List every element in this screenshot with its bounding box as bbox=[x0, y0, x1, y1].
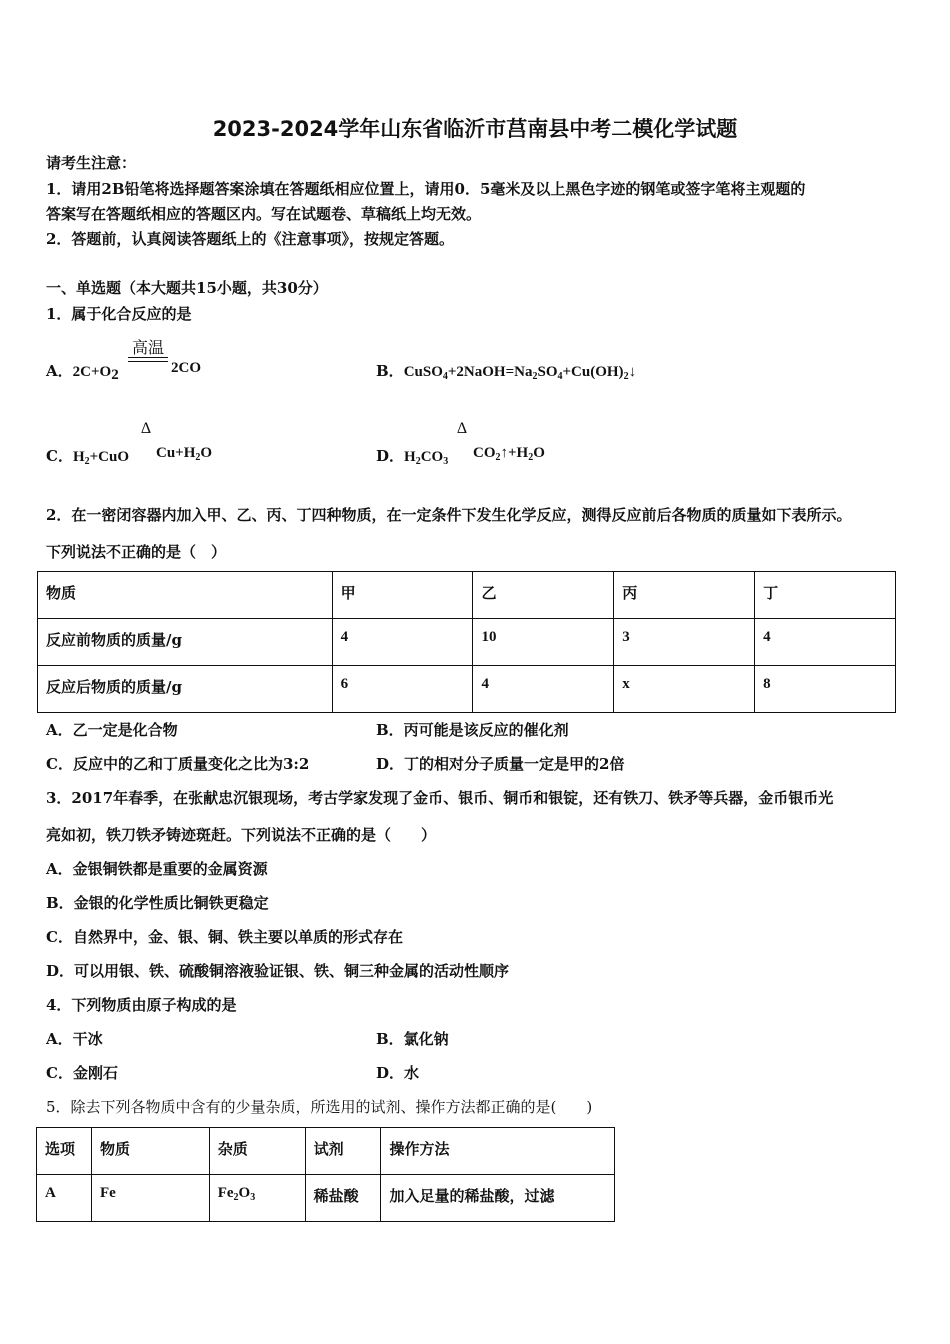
q2-stem-line2: 下列说法不正确的是（ ） bbox=[46, 543, 227, 561]
q2-r2-yi: 4 bbox=[473, 666, 614, 713]
notice-heading: 请考生注意： bbox=[46, 154, 137, 172]
q2-r2-bing: x bbox=[614, 666, 755, 713]
q5-h-impurity: 杂质 bbox=[209, 1128, 305, 1175]
q5-h-reagent: 试剂 bbox=[305, 1128, 381, 1175]
q3-stem-line2: 亮如初，铁刀铁矛铸迹斑赶。下列说法不正确的是（ ） bbox=[46, 826, 437, 844]
q1-option-b[interactable] bbox=[376, 360, 636, 382]
q2-table bbox=[37, 571, 896, 713]
q1-a-left-sub: 2 bbox=[111, 367, 119, 383]
q2-h-substance: 物质 bbox=[38, 572, 333, 619]
q2-h-ding: 丁 bbox=[755, 572, 896, 619]
q2-h-jia: 甲 bbox=[332, 572, 473, 619]
q1-a-left: 2C+O bbox=[72, 364, 112, 380]
q1-a-right: 2CO bbox=[171, 360, 201, 376]
q2-r1-bing: 3 bbox=[614, 619, 755, 666]
table-row bbox=[38, 666, 896, 713]
q2-option-c[interactable]: C．反应中的乙和丁质量变化之比为3:2 bbox=[46, 755, 310, 773]
table-row bbox=[38, 619, 896, 666]
q1-option-d[interactable] bbox=[376, 445, 448, 467]
q2-r1-jia: 4 bbox=[332, 619, 473, 666]
q4-stem: 4．下列物质由原子构成的是 bbox=[46, 996, 237, 1014]
q4-option-b[interactable]: B．氯化钠 bbox=[376, 1030, 449, 1048]
q2-r2-ding: 8 bbox=[755, 666, 896, 713]
q4-option-a[interactable]: A．干冰 bbox=[46, 1030, 103, 1048]
q4-option-c[interactable]: C．金刚石 bbox=[46, 1064, 118, 1082]
q5-r1-impurity: $Fe_2O_3$ bbox=[209, 1175, 305, 1222]
notice-item1-line1: 1．请用2B铅笔将选择题答案涂填在答题纸相应位置上，请用0．5毫米及以上黑色字迹的钢笔或签字笔将主观题的 bbox=[46, 180, 806, 198]
q2-r2-jia: 6 bbox=[332, 666, 473, 713]
q2-h-bing: 丙 bbox=[614, 572, 755, 619]
q5-h-method: 操作方法 bbox=[381, 1128, 615, 1175]
notice-item1-line2: 答案写在答题纸相应的答题区内。写在试题卷、草稿纸上均无效。 bbox=[46, 205, 482, 223]
q2-h-yi: 乙 bbox=[473, 572, 614, 619]
q3-option-b[interactable]: B．金银的化学性质比铜铁更稳定 bbox=[46, 894, 269, 912]
q2-r1-label: 反应前物质的质量/g bbox=[38, 619, 333, 666]
q2-r1-yi: 10 bbox=[473, 619, 614, 666]
q1-d-left: $H_2CO_3$ bbox=[404, 449, 449, 467]
q3-option-a[interactable]: A．金银铜铁都是重要的金属资源 bbox=[46, 860, 268, 878]
q1-d-right: $CO_2↑+H_2O$ bbox=[473, 445, 545, 463]
q1-a-condition: 高温 bbox=[131, 340, 164, 357]
q5-table-header bbox=[37, 1128, 615, 1175]
q1-b-label: B． bbox=[376, 362, 404, 380]
q5-stem: 5．除去下列各物质中含有的少量杂质，所选用的试剂、操作方法都正确的是( ) bbox=[46, 1098, 593, 1116]
table-row bbox=[37, 1175, 615, 1222]
q3-option-d[interactable]: D．可以用银、铁、硫酸铜溶液验证银、铁、铜三种金属的活动性顺序 bbox=[46, 962, 510, 980]
q5-r1-substance: Fe bbox=[91, 1175, 209, 1222]
q2-r1-ding: 4 bbox=[755, 619, 896, 666]
q4-option-d[interactable]: D．水 bbox=[376, 1064, 420, 1082]
q1-stem: 1．属于化合反应的是 bbox=[46, 305, 192, 323]
q1-option-a[interactable] bbox=[46, 360, 119, 384]
q2-table-header bbox=[38, 572, 896, 619]
q5-r1-option: A bbox=[37, 1175, 92, 1222]
q2-option-d[interactable]: D．丁的相对分子质量一定是甲的2倍 bbox=[376, 755, 625, 773]
q1-c-right: $Cu+H_2O$ bbox=[156, 445, 213, 463]
notice-item2: 2．答题前，认真阅读答题纸上的《注意事项》，按规定答题。 bbox=[46, 230, 454, 248]
q5-h-option: 选项 bbox=[37, 1128, 92, 1175]
q2-option-a[interactable]: A．乙一定是化合物 bbox=[46, 721, 178, 739]
page-title: 2023-2024学年山东省临沂市莒南县中考二模化学试题 bbox=[212, 117, 738, 141]
q1-c-label: C． bbox=[46, 447, 73, 465]
q5-h-substance: 物质 bbox=[91, 1128, 209, 1175]
q1-option-c[interactable] bbox=[46, 445, 129, 467]
q2-option-b[interactable]: B．丙可能是该反应的催化剂 bbox=[376, 721, 569, 739]
q5-table bbox=[36, 1127, 615, 1222]
q1-a-equals bbox=[128, 357, 168, 362]
q1-d-label: D． bbox=[376, 447, 405, 465]
q1-d-condition: Δ bbox=[456, 420, 468, 437]
q1-c-left: $H_2+CuO$ bbox=[72, 449, 130, 467]
q1-b-formula: $CuSO_4+2NaOH=Na_2SO_4+Cu(OH)_2↓$ bbox=[403, 364, 637, 382]
q1-a-label: A． bbox=[46, 362, 73, 380]
q2-r2-label: 反应后物质的质量/g bbox=[38, 666, 333, 713]
q5-r1-method: 加入足量的稀盐酸，过滤 bbox=[381, 1175, 615, 1222]
q5-r1-reagent: 稀盐酸 bbox=[305, 1175, 381, 1222]
q2-stem-line1: 2．在一密闭容器内加入甲、乙、丙、丁四种物质，在一定条件下发生化学反应，测得反应前后各物质的质量如下表所示。 bbox=[46, 506, 852, 524]
section-heading: 一、单选题（本大题共15小题，共30分） bbox=[46, 279, 328, 297]
q1-c-condition: Δ bbox=[140, 420, 152, 437]
q3-stem-line1: 3．2017年春季，在张献忠沉银现场，考古学家发现了金币、银币、铜币和银锭，还有铁刀、铁矛等兵器，金币银币光 bbox=[46, 789, 834, 807]
q3-option-c[interactable]: C．自然界中，金、银、铜、铁主要以单质的形式存在 bbox=[46, 928, 403, 946]
